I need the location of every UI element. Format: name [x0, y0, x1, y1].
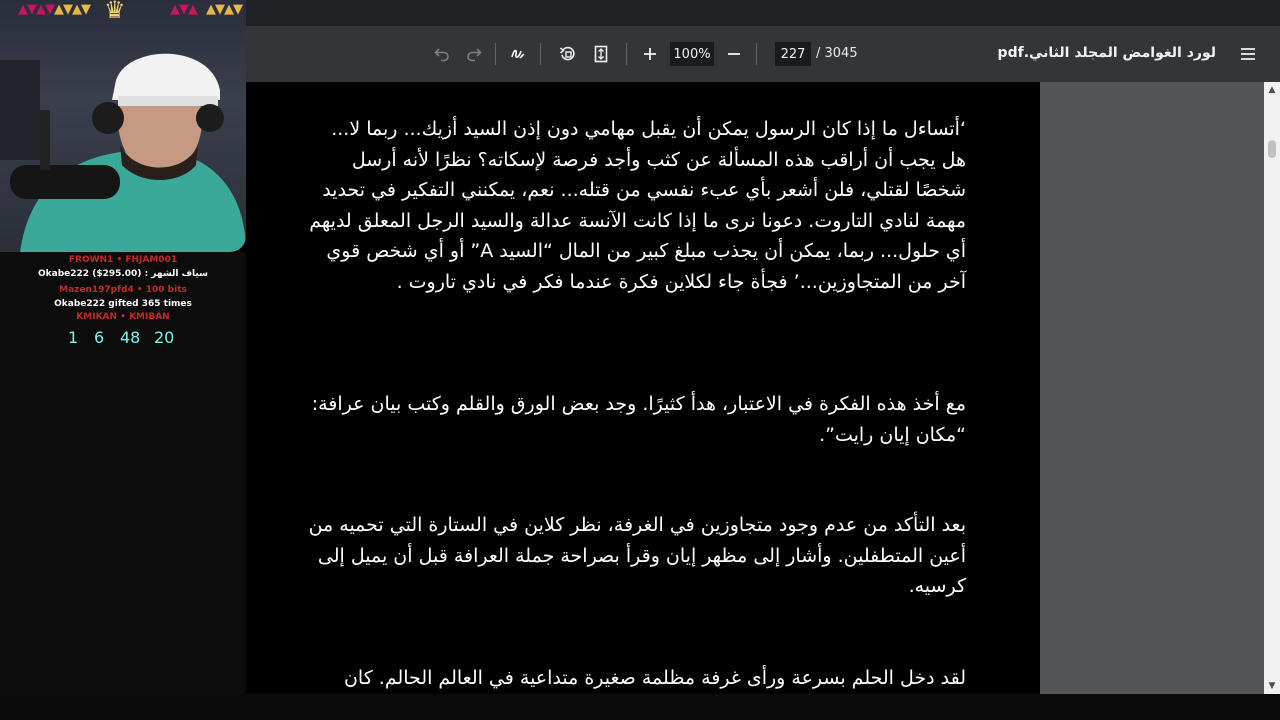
vertical-scrollbar[interactable] — [1264, 82, 1280, 694]
timer-value: 6 — [94, 328, 105, 347]
gift-line: Okabe222 gifted 365 times — [54, 299, 192, 309]
zoom-out-icon[interactable] — [722, 42, 746, 66]
timer-value: 48 — [120, 328, 141, 347]
paragraph: مع أخذ هذه الفكرة في الاعتبار، هدأ كثيرًا. وجد بعض الورق والقلم وكتب بيان عرافة: “مكان إيان رايت”. — [311, 393, 966, 446]
pattern-decoration: ▲▼▲▼ — [206, 2, 242, 17]
pdf-toolbar — [246, 26, 1280, 82]
page-number-input[interactable]: 227 — [775, 42, 811, 66]
timer-value: 1 — [68, 328, 79, 347]
webcam-overlay — [0, 0, 246, 252]
toolbar-divider — [756, 43, 757, 65]
draw-icon[interactable] — [506, 42, 530, 66]
paragraph: لقد دخل الحلم بسرعة ورأى غرفة مظلمة صغيرة متداعية في العالم الحالم. كان — [343, 667, 966, 689]
pattern-decoration: ▲▼▲▼ — [18, 2, 54, 17]
menu-icon[interactable] — [1236, 42, 1260, 66]
toolbar-divider — [540, 43, 541, 65]
page-total: / 3045 — [816, 46, 858, 61]
top-donor-line: سياف الشهر : Okabe222 ($295.00) — [38, 269, 208, 279]
toolbar-divider — [495, 43, 496, 65]
paragraph: بعد التأكد من عدم وجود متجاوزين في الغرفة، نظر كلاين في الستارة التي تحميه من أعين المتطفلين. وأشار إلى مظهر إيان وقرأ بصراحة جملة العرافة قبل أن يميل إلى كرسيه. — [308, 514, 966, 597]
rotate-icon[interactable] — [556, 42, 580, 66]
paragraph: ‘أتساءل ما إذا كان الرسول يمكن أن يقبل مهامي دون إذن السيد أزيك... ربما لا... هل يجب أن أراقب هذه المسألة عن كثب وأجد فرصة لإسكاته؟ نظرًا لأنه أرسل شخصًا لقتلي، فلن أشعر بأي عبء نفسي من قتله... نعم، يمكنني التفكير في تحديد مهمة لنادي التاروت. دعونا نرى ما إذا كانت الآنسة عدالة والسيد الرجل المعلق لديهم أي حلول... ربما، يمكن أن يجذب مبلغ كبير من المال “السيد A” أو أي شخص قوي آخر من المتجاوزين...’ فجأة جاء لكلاين فكرة عندما فكر في نادي تاروت . — [309, 118, 966, 293]
alert-line: FROWN1 • FHJAM001 — [68, 255, 178, 265]
zoom-in-icon[interactable] — [638, 42, 662, 66]
scrollbar-thumb[interactable] — [1268, 140, 1276, 158]
bits-line: Mazen197pfd4 • 100 bits — [59, 285, 187, 295]
redo-icon[interactable] — [462, 42, 486, 66]
scroll-down-icon[interactable]: ▼ — [1268, 681, 1276, 691]
scroll-up-icon[interactable]: ▲ — [1268, 85, 1276, 95]
timer-value: 20 — [154, 328, 175, 347]
fit-page-icon[interactable] — [589, 42, 613, 66]
streamer-silhouette — [0, 0, 246, 252]
bottom-strip — [0, 694, 1280, 720]
undo-icon[interactable] — [430, 42, 454, 66]
crown-icon: ♛ — [104, 0, 125, 24]
pdf-page — [224, 82, 1040, 694]
pattern-decoration: ▲▼▲ — [170, 2, 197, 17]
document-title: لورد الغوامض المجلد الثاني.pdf — [997, 45, 1216, 61]
toolbar-divider — [626, 43, 627, 65]
sub-line: KMIKAN • KMIBAN — [76, 312, 170, 322]
zoom-level-input[interactable]: 100% — [670, 42, 714, 66]
pattern-decoration: ▲▼▲▼ — [54, 2, 90, 17]
